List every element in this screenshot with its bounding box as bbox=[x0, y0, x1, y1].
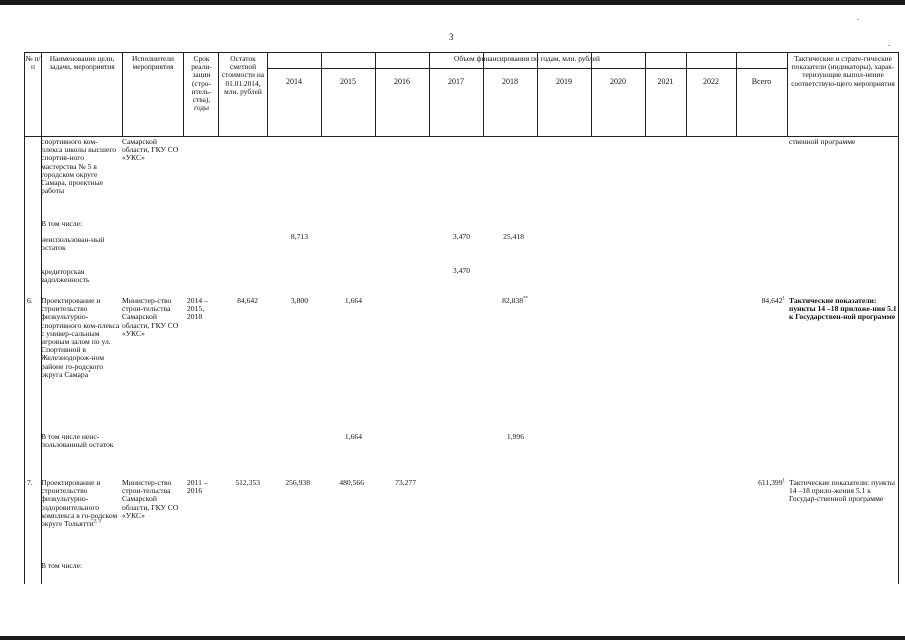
year-2022-header: 2022 bbox=[703, 77, 719, 86]
item6-name: Проектирование и строительство физкультурно-спортивного ком-плекса с универ-сальным игровым залом по ул. Спортивной в Железнодорож-ном районе го-родского округа Самара* bbox=[41, 296, 120, 379]
unused-2018: 25,418 bbox=[503, 232, 524, 241]
item6-2018-footnote: ** bbox=[523, 296, 528, 302]
item6-unused-2015: 1,664 bbox=[344, 432, 362, 441]
column-rule bbox=[483, 52, 484, 136]
scan-edge-bottom bbox=[0, 636, 905, 640]
column-rule bbox=[183, 52, 184, 136]
item6-no: 6. bbox=[27, 296, 33, 305]
item7-2015: 480,566 bbox=[339, 478, 364, 487]
unused-2017: 3,470 bbox=[452, 232, 470, 241]
item6-2014: 3,800 bbox=[290, 296, 308, 305]
header-funding: Объем финансирования по годам, млн. рублей bbox=[454, 54, 600, 63]
item7-2016: 73,277 bbox=[395, 478, 416, 487]
year-2018-header: 2018 bbox=[502, 77, 518, 86]
item7-balance: 512,353 bbox=[235, 478, 260, 487]
item7-name: Проектирование и строительство физкультурно-оздоровительного комплекса в го-родском округе Тольятти$^{2, 3}$ bbox=[41, 478, 118, 529]
item6-total: 84,642$^1$ bbox=[761, 296, 785, 305]
year-2019-header: 2019 bbox=[556, 77, 572, 86]
item7-no: 7. bbox=[27, 478, 33, 487]
item6-term: 2014 – 2015, 2018 bbox=[187, 296, 208, 322]
column-rule bbox=[267, 52, 268, 136]
column-rule bbox=[429, 52, 430, 136]
column-rule bbox=[787, 52, 788, 136]
item6-unused-label: В том числе неис-пользованный остаток bbox=[41, 432, 114, 450]
including-label: В том числе: bbox=[41, 219, 83, 228]
header-rule bbox=[267, 68, 787, 69]
table-border-left bbox=[24, 52, 25, 584]
page-number: 3 bbox=[449, 32, 454, 42]
header-name: Наименование цели, задачи, мероприятия bbox=[49, 54, 115, 72]
payables-label: кредиторская задолженность bbox=[41, 267, 90, 285]
item6-2015: 1,664 bbox=[344, 296, 362, 305]
scan-edge-top bbox=[0, 0, 905, 5]
year-2021-header: 2021 bbox=[657, 77, 674, 86]
header-term: Срок реали-зации (стро-итель-ства), годы bbox=[191, 54, 212, 113]
scan-speck: . bbox=[888, 38, 891, 48]
item6-balance: 84,642 bbox=[237, 296, 258, 305]
year-2016-header: 2016 bbox=[394, 77, 410, 86]
cont-executor: Самарской области, ГКУ СО «УКС» bbox=[122, 137, 179, 163]
item7-executor: Министер-ство строи-тельства Самарской области, ГКУ СО «УКС» bbox=[122, 478, 179, 520]
table-border-top bbox=[24, 52, 899, 53]
year-2017-header: 2017 bbox=[448, 77, 464, 86]
header-indicators: Тактические и страте-гические показатели (индикаторы), харак-теризующие выпол-нение соответствую-щего мероприятия bbox=[791, 54, 895, 88]
total-header: Всего bbox=[751, 77, 772, 86]
cont-name: спортивного ком-плекса школы высшего спортив-ного мастерства № 5 в городском округе Самара, проектные работы bbox=[41, 137, 117, 196]
column-rule bbox=[537, 52, 538, 136]
item7-footnote-mark: 2, 3 bbox=[93, 519, 101, 525]
item6-executor: Министер-ство строи-тельства Самарской области, ГКУ СО «УКС» bbox=[122, 296, 179, 338]
item6-total-footnote: 1 bbox=[782, 296, 785, 302]
scan-speck: . bbox=[857, 12, 860, 22]
year-2015-header: 2015 bbox=[340, 77, 356, 86]
column-rule bbox=[736, 52, 737, 136]
item6-unused-2018: 1,996 bbox=[506, 432, 524, 441]
column-rule bbox=[591, 52, 592, 136]
funding-table bbox=[24, 52, 899, 636]
item7-2014: 256,938 bbox=[285, 478, 310, 487]
unused-2014: 8,713 bbox=[290, 232, 308, 241]
column-rule bbox=[321, 52, 322, 136]
item7-indicators: Тактические показатели: пункты 14 –18 прило-жения 5.1 к Государ-ственной программе bbox=[789, 478, 896, 504]
column-rule bbox=[645, 52, 646, 136]
table-border-right bbox=[898, 52, 899, 584]
header-balance: Остаток сметной стоимости на 01.01.2014, млн. рублей bbox=[221, 54, 265, 96]
column-rule bbox=[122, 52, 123, 136]
year-2014-header: 2014 bbox=[286, 77, 302, 86]
item7-total-footnote: 1 bbox=[782, 478, 785, 484]
column-rule bbox=[218, 52, 219, 136]
item7-term: 2011 – 2016 bbox=[187, 478, 208, 496]
header-executor: Исполнители мероприятия bbox=[132, 54, 174, 72]
unused-balance-label: неиспользован-ный остаток bbox=[41, 235, 105, 253]
item7-total: 611,399$^1$ bbox=[758, 478, 785, 487]
column-rule bbox=[686, 52, 687, 136]
item6-2018: 82,838** bbox=[502, 296, 528, 305]
item7-including-label: В том числе: bbox=[41, 561, 83, 570]
item6-footnote-mark: * bbox=[88, 370, 91, 376]
payables-2017: 3,470 bbox=[452, 266, 470, 275]
column-rule bbox=[375, 52, 376, 136]
header-no: № п/п bbox=[25, 54, 41, 72]
cont-indicators: ственной программе bbox=[789, 137, 856, 146]
item6-indicators: Тактические показатели: пункты 14 –18 приложе-ния 5.1 к Государствен-ной программе bbox=[789, 296, 897, 322]
year-2020-header: 2020 bbox=[610, 77, 626, 86]
